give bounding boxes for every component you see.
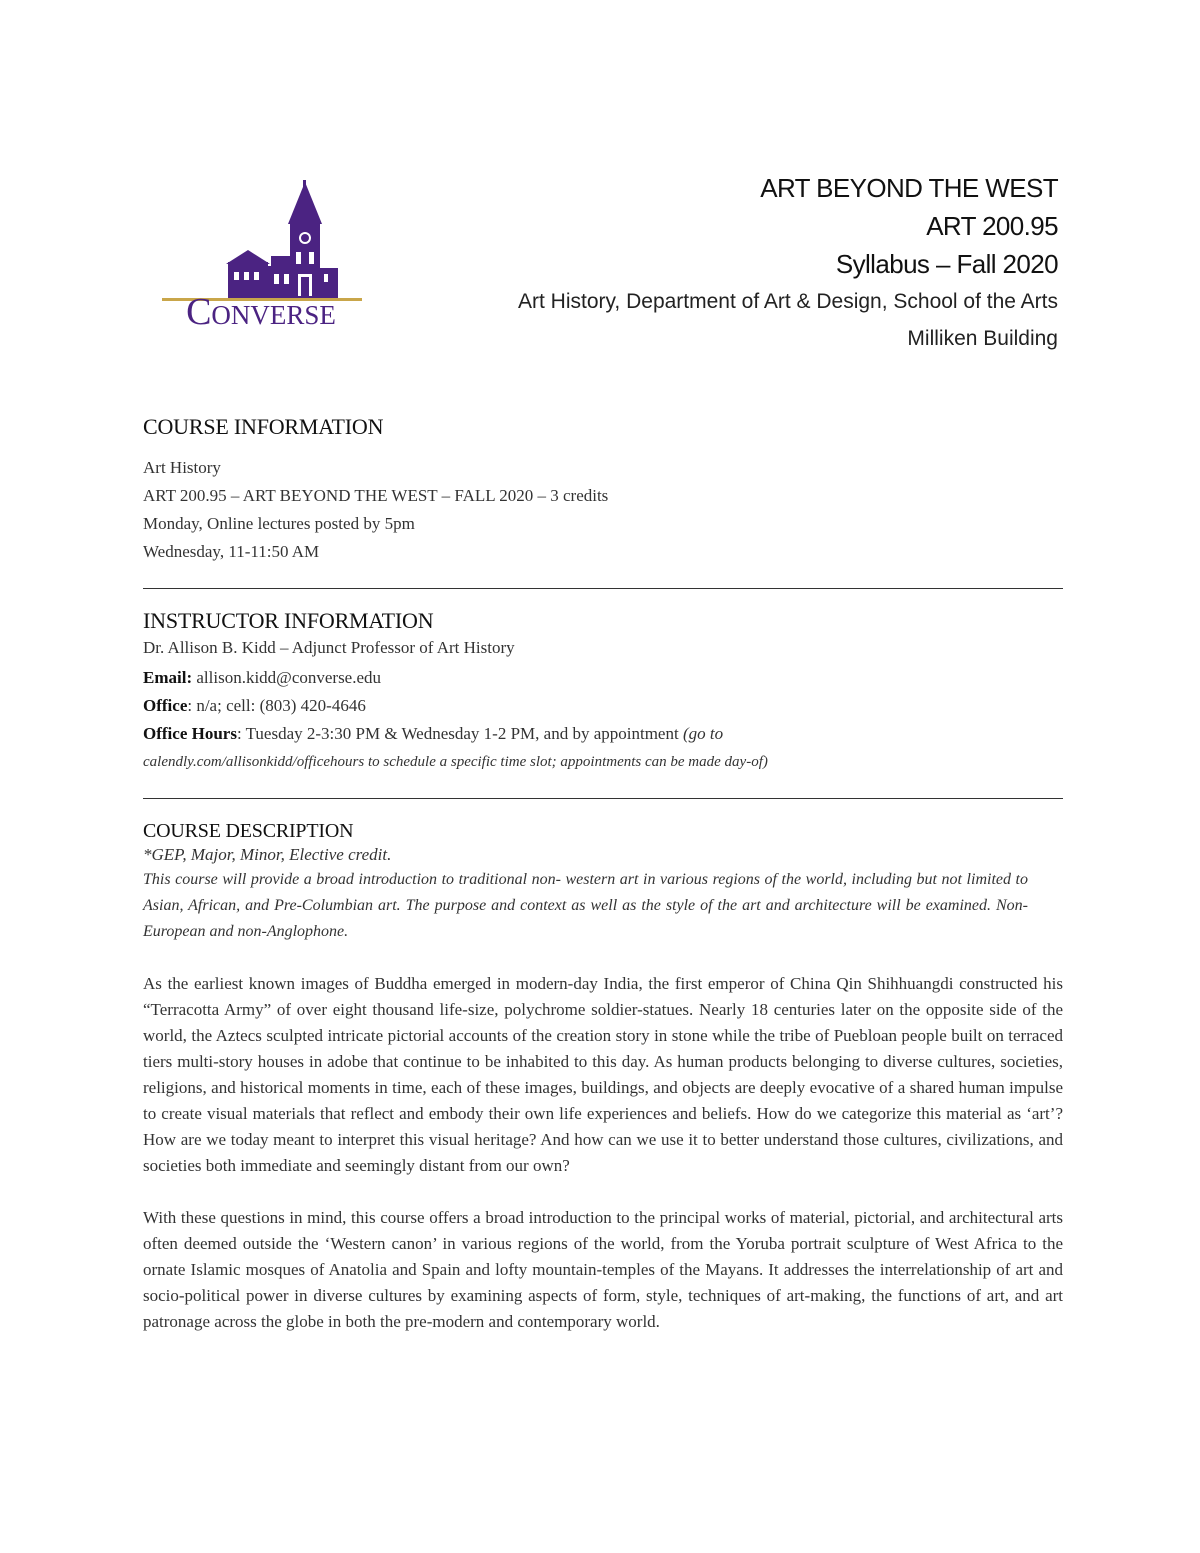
office-hours-value: : Tuesday 2-3:30 PM & Wednesday 1-2 PM, and by appointment (236, 724, 683, 743)
description-paragraph-1: As the earliest known images of Buddha emerged in modern-day India, the first emperor of China Qin Shihhuangdi constructed his “Terracotta Army” of over eight thousand life-size, polychrome soldier-statues. Nearly 18 centuries later on the opposite side of the world, the Aztecs sculpted intricate pictorial accounts of the creation story in stone while the tribe of Puebloan people built on terraced tiers multi-story houses in adobe that continue to be inhabited to this day. As human products belonging to diverse cultures, societies, religions, and historical moments in time, each of these images, buildings, and objects are deeply evocative of a shared human impulse to create visual materials that reflect and embody their own life experiences and beliefs. How do we categorize this material as ‘art’? How are we today meant to interpret this visual heritage? And how can we use it to better understand those cultures, civilizations, and societies both immediate and seemingly distant from our own? (143, 974, 1063, 1175)
department-line: Art History, Department of Art & Design, School of the Arts (517, 290, 1058, 313)
course-info-line: Monday, Online lectures posted by 5pm (143, 514, 415, 533)
course-info-line: Wednesday, 11-11:50 AM (143, 542, 320, 561)
syllabus-term: Syllabus – Fall 2020 (835, 249, 1058, 279)
description-section (143, 820, 1063, 1335)
instructor-email (143, 664, 1063, 692)
email-link[interactable]: allison.kidd@converse.edu (192, 668, 382, 687)
instructor-office (143, 692, 1063, 720)
course-info-section (143, 414, 1063, 566)
office-hours-label: Office Hours (143, 724, 237, 743)
email-label: Email: (143, 668, 193, 687)
converse-logo (158, 180, 364, 336)
course-info-line: Art History (143, 458, 221, 477)
course-summary: This course will provide a broad introduction to traditional non- western art in various regions of the world, including but not limited to Asian, African, and Pre-Columbian art. The purpose and context as well as the style of the art and architecture will be examined. Non-European and non-Anglophone. (143, 871, 1028, 940)
description-heading: COURSE DESCRIPTION (143, 820, 354, 842)
course-info-heading: COURSE INFORMATION (143, 414, 384, 439)
course-title-block (518, 170, 1058, 357)
section-divider (143, 588, 1063, 589)
course-title: ART BEYOND THE WEST (760, 173, 1058, 203)
office-label: Office (143, 696, 188, 715)
section-divider (143, 798, 1063, 799)
instructor-section (143, 608, 1063, 776)
description-paragraph-2: With these questions in mind, this course offers a broad introduction to the principal works of material, pictorial, and architectural arts often deemed outside the ‘Western canon’ in various regions of the world, from the Yoruba portrait sculpture of West Africa to the ornate Islamic mosques of Anatolia and Spain and lofty mountain-temples of the Mayans. It addresses the interrelationship of art and socio-political power in diverse cultures by examining aspects of form, style, techniques of art-making, the functions of art, and art patronage across the globe in both the pre-modern and contemporary world. (143, 1208, 1063, 1331)
office-hours-note: (go to (682, 724, 724, 743)
course-info-line: ART 200.95 – ART BEYOND THE WEST – FALL 2020 – 3 credits (143, 486, 609, 505)
logo-wordmark: Converse (186, 291, 336, 333)
credit-note: *GEP, Major, Minor, Elective credit. (143, 845, 392, 864)
course-code: ART 200.95 (926, 211, 1058, 241)
instructor-office-hours (143, 720, 1063, 748)
office-value: : n/a; cell: (803) 420-4646 (187, 696, 366, 715)
instructor-name: Dr. Allison B. Kidd – Adjunct Professor of Art History (143, 638, 515, 657)
building-line: Milliken Building (907, 327, 1058, 350)
instructor-heading: INSTRUCTOR INFORMATION (143, 608, 434, 633)
calendly-link[interactable]: calendly.com/allisonkidd/officehours to schedule a specific time slot; appointments can be made day-of) (143, 754, 768, 770)
